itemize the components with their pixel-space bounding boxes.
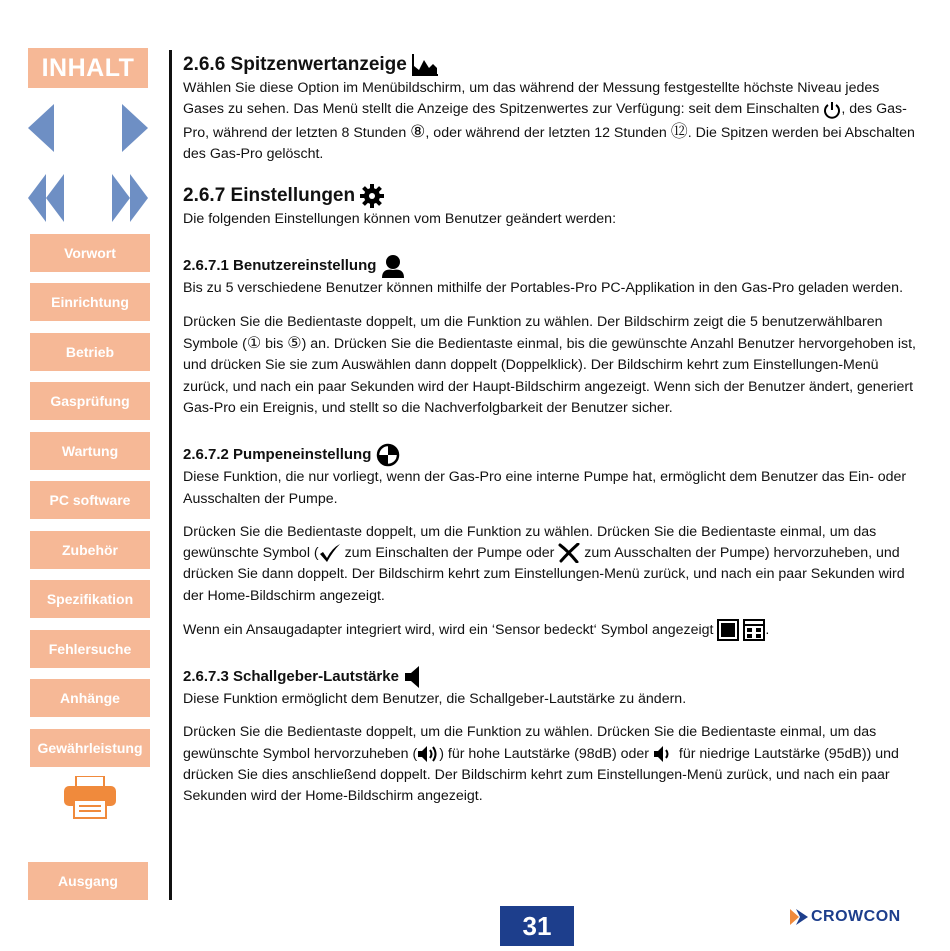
pump-icon xyxy=(376,443,400,467)
vertical-divider xyxy=(169,50,172,900)
nav-pc-software[interactable]: PC software xyxy=(30,481,150,519)
eight-hours-symbol: ⑧ xyxy=(410,121,426,141)
page-number: 31 xyxy=(500,906,574,946)
main-content xyxy=(183,52,918,808)
cross-icon xyxy=(558,543,580,563)
paragraph-2-6-7-2-a: Diese Funktion, die nur vorliegt, wenn der Gas-Pro eine interne Pumpe hat, ermöglicht dem Benutzer das Ein- oder Ausschalten der Pumpe. xyxy=(183,469,907,507)
crowcon-logo xyxy=(790,908,901,926)
nav-betrieb[interactable]: Betrieb xyxy=(30,333,150,371)
last-page-arrow-icon[interactable] xyxy=(112,174,148,222)
sensor-covered-icon xyxy=(717,619,739,641)
heading-2-6-7-1: 2.6.7.1 Benutzereinstellung xyxy=(183,254,918,278)
user-one-symbol: ① xyxy=(246,335,262,353)
power-icon xyxy=(823,101,841,119)
user-icon xyxy=(381,254,405,278)
nav-gewaehrleistung[interactable]: Gewährleistung xyxy=(30,729,150,767)
paragraph-2-6-7-3-a: Diese Funktion ermöglicht dem Benutzer, die Schallgeber-Lautstärke zu ändern. xyxy=(183,691,687,708)
next-page-arrow-icon[interactable] xyxy=(122,104,148,152)
paragraph-2-6-7-1-a: Bis zu 5 verschiedene Benutzer können mithilfe der Portables-Pro PC-Applikation in den Gas-Pro geladen werden. xyxy=(183,280,904,297)
crowcon-logo-icon xyxy=(790,909,808,925)
paragraph-2-6-7-2-c: Wenn ein Ansaugadapter integriert wird, wird ein ‘Sensor bedeckt‘ Symbol angezeigt . xyxy=(183,619,918,641)
paragraph-2-6-7-3-b: Drücken Sie die Bedientaste doppelt, um die Funktion zu wählen. Drücken Sie die Bedientaste einmal, um das gewünschte Symbol hervorzuheben ( ) für hohe Lautstärke (98dB) oder für niedrige Lautstärke (95dB)) und drücken Sie dies anschließend doppelt. Der Bildschirm kehrt zum Einstellungen-Menü zurück, und nach ein paar Sekunden wird der Home-Bildschirm angezeigt. xyxy=(183,724,899,805)
nav-zubehoer[interactable]: Zubehör xyxy=(30,531,150,569)
speaker-high-volume-icon xyxy=(417,744,439,764)
nav-spezifikation[interactable]: Spezifikation xyxy=(30,580,150,618)
paragraph-2-6-7-1-b: Drücken Sie die Bedientaste doppelt, um die Funktion zu wählen. Der Bildschirm zeigt die 5 benutzerwählbaren Symbole (① bis ⑤) an. Drücken Sie die Bedientaste einmal, bis die gewünschte Anzahl Benutzer hervorgehoben ist, und drücken Sie sie zum Auswählen dann doppelt (Doppelklick). Der Bildschirm kehrt zum Einstellungen-Menü zurück, und nach ein paar Sekunden wird der Haupt-Bildschirm angezeigt. Wenn sich der Benutzer ändert, generiert Gas-Pro ein Ereignis, und stellt so die Nachverfolgbarkeit der Benutzer sicher. xyxy=(183,313,916,416)
printer-icon[interactable] xyxy=(64,776,116,820)
nav-gaspruefung[interactable]: Gasprüfung xyxy=(30,382,150,420)
first-page-arrow-icon[interactable] xyxy=(28,174,64,222)
sensor-uncovered-icon xyxy=(743,619,765,641)
heading-2-6-7-3: 2.6.7.3 Schallgeber-Lautstärke xyxy=(183,665,918,689)
peak-chart-icon xyxy=(412,54,438,76)
paragraph-2-6-7: Die folgenden Einstellungen können vom Benutzer geändert werden: xyxy=(183,211,617,228)
nav-anhaenge[interactable]: Anhänge xyxy=(30,679,150,717)
heading-2-6-6: 2.6.6 Spitzenwertanzeige xyxy=(183,52,918,78)
nav-vorwort[interactable]: Vorwort xyxy=(30,234,150,272)
exit-button[interactable]: Ausgang xyxy=(28,862,148,900)
checkmark-icon xyxy=(319,543,341,563)
contents-button[interactable]: INHALT xyxy=(28,48,148,88)
speaker-low-volume-icon xyxy=(653,744,675,764)
heading-2-6-7: 2.6.7 Einstellungen xyxy=(183,183,918,209)
paragraph-2-6-7-2-b: Drücken Sie die Bedientaste doppelt, um die Funktion zu wählen. Drücken Sie die Bedientaste einmal, um das gewünschte Symbol ( zum Einschalten der Pumpe oder zum Ausschalten der Pumpe) hervorzuheben, und drücken Sie dann doppelt. Der Bildschirm kehrt zum Einstellungen-Menü zurück, und nach ein paar Sekunden wird der Home-Bildschirm angezeigt. xyxy=(183,523,905,604)
heading-2-6-7-2: 2.6.7.2 Pumpeneinstellung xyxy=(183,443,918,467)
nav-fehlersuche[interactable]: Fehlersuche xyxy=(30,630,150,668)
nav-wartung[interactable]: Wartung xyxy=(30,432,150,470)
speaker-icon xyxy=(403,665,423,689)
user-five-symbol: ⑤ xyxy=(287,335,302,353)
nav-einrichtung[interactable]: Einrichtung xyxy=(30,283,150,321)
twelve-hours-symbol: ⑫ xyxy=(670,121,688,141)
sidebar xyxy=(0,0,168,951)
prev-page-arrow-icon[interactable] xyxy=(28,104,54,152)
logo-text: CROWCON xyxy=(811,908,901,925)
gear-icon xyxy=(360,184,384,208)
paragraph-2-6-6: Wählen Sie diese Option im Menübildschirm, um das während der Messung festgestellte höchste Niveau jedes Gases zu sehen. Das Menü stellt die Anzeige des Spitzenwertes zur Verfügung: seit dem Einschalten , des Gas-Pro, während der letzten 8 Stunden ⑧, oder während der letzten 12 Stunden ⑫. Die Spitzen werden bei Abschalten des Gas-Pro gelöscht. xyxy=(183,80,915,162)
